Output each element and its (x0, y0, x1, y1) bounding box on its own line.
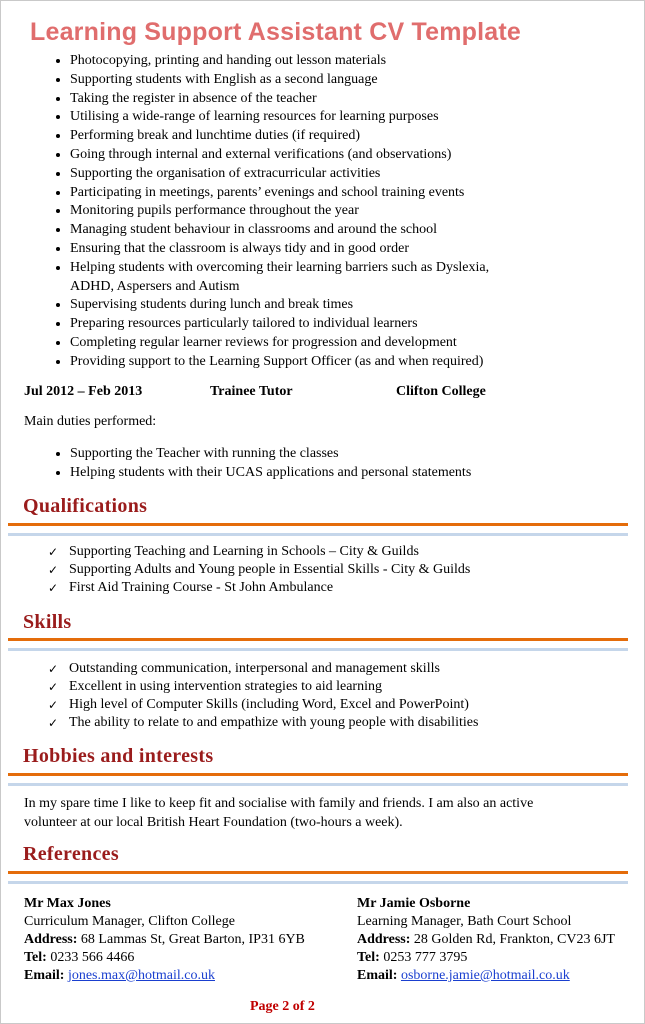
duty-item: • Going through internal and external verifications (and observations) (70, 146, 532, 165)
reference-tel: Tel: 0253 777 3795 (357, 950, 468, 965)
job2-duties-list (48, 445, 471, 483)
skills-list (48, 660, 478, 732)
duty-item: • Providing support to the Learning Support Officer (as and when required) (70, 353, 532, 372)
cv-template-banner: Learning Support Assistant CV Template (30, 18, 521, 46)
section-divider (8, 638, 628, 641)
duty-item: • Supporting the organisation of extracurricular activities (70, 165, 532, 184)
page-number: Page 2 of 2 (250, 999, 315, 1014)
duty-item: • Supervising students during lunch and break times (70, 296, 532, 315)
reference-email: Email: jones.max@hotmail.co.uk (24, 968, 215, 983)
skill-item: ✓ High level of Computer Skills (including Word, Excel and PowerPoint) (48, 697, 469, 712)
qualification-item: ✓ Supporting Teaching and Learning in Schools – City & Guilds (48, 544, 419, 559)
reference-role: Curriculum Manager, Clifton College (24, 914, 235, 929)
skill-item: ✓ Outstanding communication, interpersonal and management skills (48, 661, 440, 676)
job2-title: Trainee Tutor (210, 384, 293, 399)
skills-heading: Skills (23, 611, 72, 633)
reference-name: Mr Jamie Osborne (357, 896, 471, 911)
section-divider-light (8, 648, 628, 651)
hobbies-text: In my spare time I like to keep fit and socialise with family and friends. I am also an active volunteer at our local British Heart Foundation (two-hours a week). (24, 796, 534, 830)
email-link[interactable]: jones.max@hotmail.co.uk (67, 968, 215, 983)
qualification-item: ✓ Supporting Adults and Young people in Essential Skills - City & Guilds (48, 562, 471, 577)
hobbies-heading: Hobbies and interests (23, 745, 214, 767)
reference-address: Address: 28 Golden Rd, Frankton, CV23 6JT (357, 932, 615, 947)
duty-item: • Preparing resources particularly tailored to individual learners (70, 315, 532, 334)
duty-item: • Participating in meetings, parents’ evenings and school training events (70, 184, 532, 203)
job2-dates: Jul 2012 – Feb 2013 (24, 384, 143, 399)
duty-item: • Supporting the Teacher with running the classes (70, 445, 471, 464)
section-divider (8, 773, 628, 776)
duty-item: • Monitoring pupils performance throughout the year (70, 202, 532, 221)
section-divider-light (8, 881, 628, 884)
skill-item: ✓ Excellent in using intervention strategies to aid learning (48, 679, 382, 694)
qualifications-heading: Qualifications (23, 495, 148, 517)
skill-item: ✓ The ability to relate to and empathize with young people with disabilities (48, 715, 479, 730)
duty-item: • Helping students with overcoming their learning barriers such as Dyslexia, ADHD, Aspersers and Autism (70, 259, 532, 297)
check-mark-icon: ✓ (48, 545, 59, 559)
reference-card-1 (24, 895, 305, 985)
reference-role: Learning Manager, Bath Court School (357, 914, 572, 929)
reference-email: Email: osborne.jamie@hotmail.co.uk (357, 968, 570, 983)
check-mark-icon: ✓ (48, 680, 59, 694)
check-mark-icon: ✓ (48, 698, 59, 712)
check-mark-icon: ✓ (48, 716, 59, 730)
reference-address: Address: 68 Lammas St, Great Barton, IP31 6YB (24, 932, 305, 947)
qualifications-list (48, 543, 470, 597)
duty-item: • Performing break and lunchtime duties (if required) (70, 127, 532, 146)
duty-item: • Taking the register in absence of the teacher (70, 90, 532, 109)
check-mark-icon: ✓ (48, 563, 59, 577)
section-divider-light (8, 533, 628, 536)
duty-item: • Photocopying, printing and handing out lesson materials (70, 52, 532, 71)
qualification-item: ✓ First Aid Training Course - St John Ambulance (48, 580, 334, 595)
check-mark-icon: ✓ (48, 581, 59, 595)
section-divider-light (8, 783, 628, 786)
duty-item: • Supporting students with English as a second language (70, 71, 532, 90)
duty-item: • Utilising a wide-range of learning resources for learning purposes (70, 108, 532, 127)
duty-item: • Completing regular learner reviews for progression and development (70, 334, 532, 353)
check-mark-icon: ✓ (48, 662, 59, 676)
email-link[interactable]: osborne.jamie@hotmail.co.uk (400, 968, 570, 983)
duty-item: • Ensuring that the classroom is always tidy and in good order (70, 240, 532, 259)
job2-intro: Main duties performed: (24, 414, 157, 429)
references-heading: References (23, 843, 119, 865)
section-divider (8, 871, 628, 874)
job1-duties-list (48, 52, 532, 372)
section-divider (8, 523, 628, 526)
duty-item: • Managing student behaviour in classrooms and around the school (70, 221, 532, 240)
reference-card-2 (357, 895, 615, 985)
reference-tel: Tel: 0233 566 4466 (24, 950, 135, 965)
job2-header (24, 384, 624, 404)
duty-item: • Helping students with their UCAS applications and personal statements (70, 464, 471, 483)
reference-name: Mr Max Jones (24, 896, 111, 911)
job2-organisation: Clifton College (396, 384, 486, 399)
